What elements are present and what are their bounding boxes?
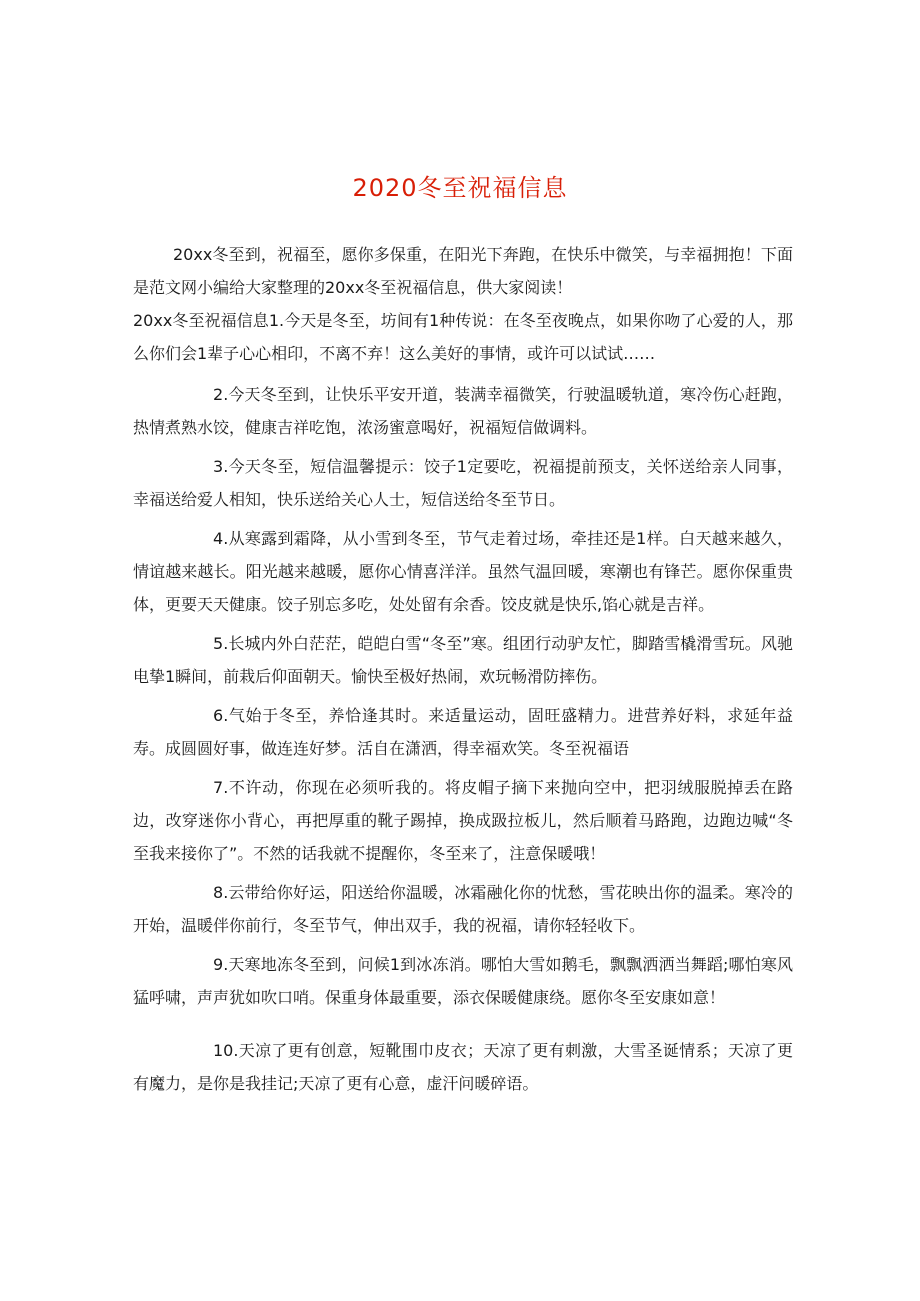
item-number: 2 — [213, 385, 224, 404]
blessing-item-6 — [133, 699, 793, 765]
item-number: 6 — [213, 706, 224, 725]
article-body — [133, 238, 793, 1100]
item-text: .天凉了更有创意，短靴围巾皮衣；天凉了更有刺激，大雪圣诞情系；天凉了更有魔力，是你是我挂记;天凉了更有心意，虚汗问暖碎语。 — [133, 1041, 793, 1093]
item-number: 10 — [213, 1041, 234, 1060]
item-number: 3 — [213, 457, 224, 476]
item-text: .长城内外白茫茫，皑皑白雪“冬至”寒。组团行动驴友忙，脚踏雪橇滑雪玩。风驰电挚1瞬间，前栽后仰面朝天。愉快至极好热闹，欢玩畅滑防摔伤。 — [133, 634, 793, 686]
blessing-item-1: 20xx冬至祝福信息1.今天是冬至，坊间有1种传说：在冬至夜晚点，如果你吻了心爱的人，那么你们会1辈子心心相印，不离不弃！这么美好的事情，或许可以试试…… — [133, 311, 793, 363]
blessing-item-3 — [133, 450, 793, 516]
intro-paragraph: 20xx冬至到，祝福至，愿你多保重，在阳光下奔跑，在快乐中微笑，与幸福拥抱！下面是范文网小编给大家整理的20xx冬至祝福信息，供大家阅读！ — [133, 245, 793, 297]
page-title: 2020冬至祝福信息 — [352, 174, 568, 202]
blessing-item-4 — [133, 522, 793, 621]
item-text: .今天冬至，短信温馨提示：饺子1定要吃，祝福提前预支，关怀送给亲人同事，幸福送给爱人相知，快乐送给关心人士，短信送给冬至节日。 — [133, 457, 793, 509]
item-text: .气始于冬至，养恰逢其时。来适量运动，固旺盛精力。进营养好料，求延年益寿。成圆圆好事，做连连好梦。活自在潇洒，得幸福欢笑。冬至祝福语 — [133, 706, 793, 758]
item-text: .今天冬至到，让快乐平安开道，装满幸福微笑，行驶温暖轨道，寒冷伤心赶跑，热情煮熟水饺，健康吉祥吃饱，浓汤蜜意喝好，祝福短信做调料。 — [133, 385, 793, 437]
item-text: .从寒露到霜降，从小雪到冬至，节气走着过场，牵挂还是1样。白天越来越久，情谊越来越长。阳光越来越暖，愿你心情喜洋洋。虽然气温回暖，寒潮也有锋芒。愿你保重贵体，更要天天健康。饺子别忘多吃，处处留有余香。饺皮就是快乐,馅心就是吉祥。 — [133, 529, 793, 614]
item-number: 9 — [213, 955, 224, 974]
blessing-item-9 — [133, 948, 793, 1014]
blessing-item-10 — [133, 1034, 793, 1100]
item-number: 7 — [213, 778, 224, 797]
item-number: 4 — [213, 529, 224, 548]
blessing-item-2 — [133, 378, 793, 444]
item-text: .不许动，你现在必须听我的。将皮帽子摘下来抛向空中，把羽绒服脱掉丢在路边，改穿迷你小背心，再把厚重的靴子踢掉，换成趿拉板儿，然后顺着马路跑，边跑边喊“冬至我来接你了”。不然的话我就不提醒你，冬至来了，注意保暖哦！ — [133, 778, 793, 863]
blessing-item-5 — [133, 627, 793, 693]
item-text: .云带给你好运，阳送给你温暖，冰霜融化你的忧愁，雪花映出你的温柔。寒冷的开始，温暖伴你前行，冬至节气，伸出双手，我的祝福，请你轻轻收下。 — [133, 883, 793, 935]
blessing-item-8 — [133, 876, 793, 942]
item-number: 5 — [213, 634, 224, 653]
blessing-item-7 — [133, 771, 793, 870]
item-number: 8 — [213, 883, 224, 902]
item-text: .天寒地冻冬至到，问候1到冰冻消。哪怕大雪如鹅毛，飘飘洒洒当舞蹈;哪怕寒风猛呼啸，声声犹如吹口哨。保重身体最重要，添衣保暖健康绕。愿你冬至安康如意！ — [133, 955, 793, 1007]
